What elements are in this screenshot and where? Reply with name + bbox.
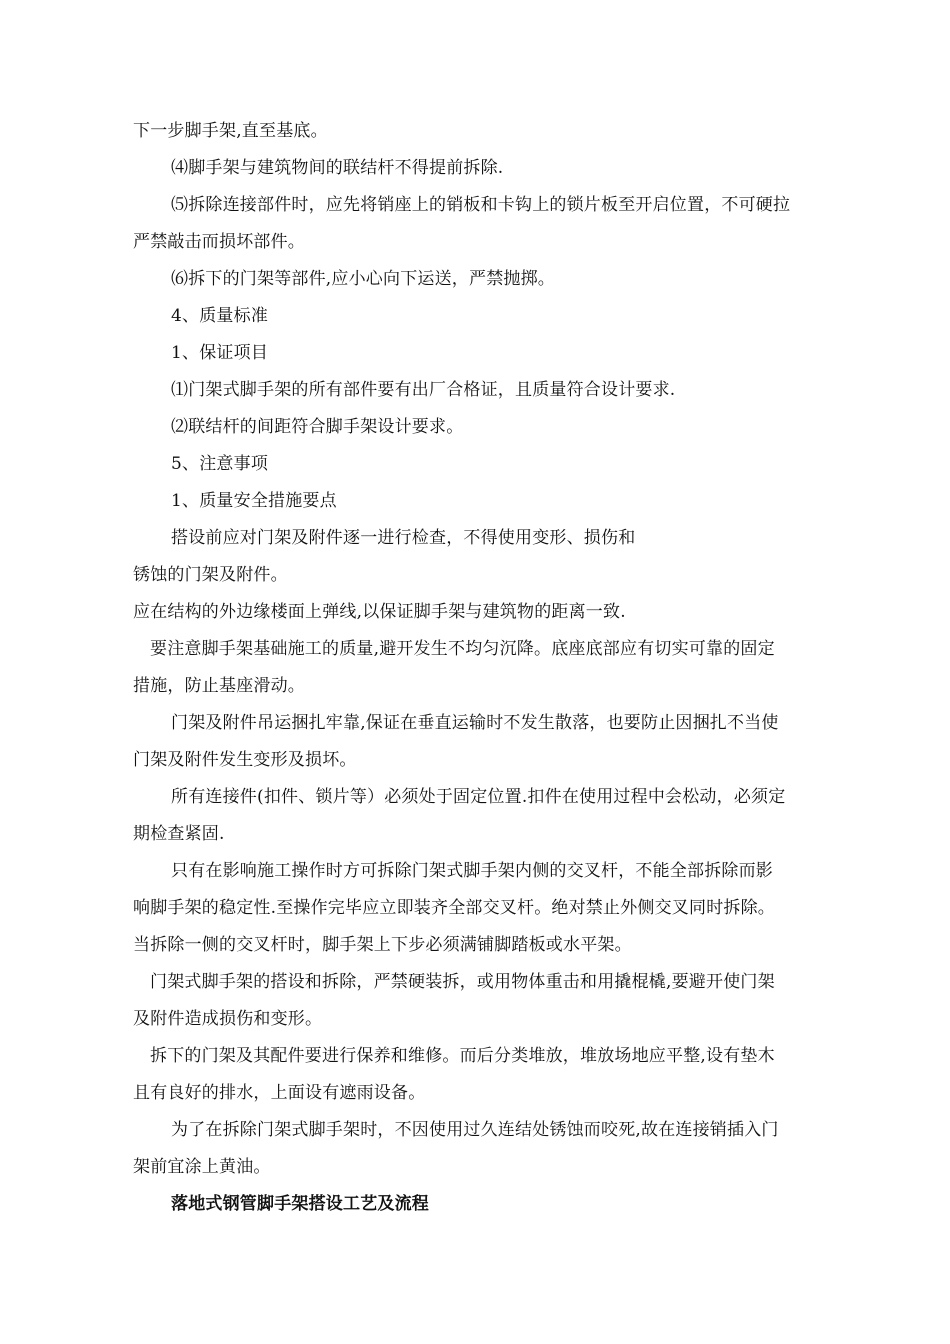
text-line: 响脚手架的稳定性.至操作完毕应立即装齐全部交叉杆。绝对禁止外侧交叉同时拆除。 (133, 898, 776, 918)
text-line: 为了在拆除门架式脚手架时，不因使用过久连结处锈蚀而咬死,故在连接销插入门 (171, 1120, 779, 1140)
text-line: 4、质量标准 (171, 306, 269, 326)
text-line: ⑴门架式脚手架的所有部件要有出厂合格证，且质量符合设计要求. (171, 380, 676, 400)
section-heading: 落地式钢管脚手架搭设工艺及流程 (171, 1194, 429, 1214)
text-line: 锈蚀的门架及附件。 (133, 565, 288, 585)
text-line: 应在结构的外边缘楼面上弹线,以保证脚手架与建筑物的距离一致. (133, 602, 626, 622)
text-line: 1、质量安全措施要点 (171, 491, 337, 511)
text-line: 5、注意事项 (171, 454, 269, 474)
text-line: 门架及附件吊运捆扎牢靠,保证在垂直运输时不发生散落，也要防止因捆扎不当使 (171, 713, 779, 733)
text-line: 所有连接件(扣件、锁片等）必须处于固定位置.扣件在使用过程中会松动，必须定 (171, 787, 786, 807)
text-line: ⑷脚手架与建筑物间的联结杆不得提前拆除. (171, 158, 504, 178)
text-line: 门架式脚手架的搭设和拆除，严禁硬装拆，或用物体重击和用撬棍橇,要避开使门架 (150, 972, 775, 992)
text-line: ⑸拆除连接部件时，应先将销座上的销板和卡钩上的锁片板至开启位置，不可硬拉 (171, 195, 791, 215)
text-line: 只有在影响施工操作时方可拆除门架式脚手架内侧的交叉杆，不能全部拆除而影 (171, 861, 773, 881)
text-line: 拆下的门架及其配件要进行保养和维修。而后分类堆放，堆放场地应平整,设有垫木 (150, 1046, 775, 1066)
text-line: 及附件造成损伤和变形。 (133, 1009, 323, 1029)
text-line: ⑵联结杆的间距符合脚手架设计要求。 (171, 417, 464, 437)
text-line: 要注意脚手架基础施工的质量,避开发生不均匀沉降。底座底部应有切实可靠的固定 (150, 639, 775, 659)
text-line: 1、保证项目 (171, 343, 269, 363)
text-line: 严禁敲击而损坏部件。 (133, 232, 305, 252)
text-line: 期检查紧固. (133, 824, 225, 844)
text-line: 当拆除一侧的交叉杆时，脚手架上下步必须满铺脚踏板或水平架。 (133, 935, 632, 955)
text-line: 门架及附件发生变形及损坏。 (133, 750, 357, 770)
text-line: 搭设前应对门架及附件逐一进行检查，不得使用变形、损伤和 (171, 528, 636, 548)
text-line: 下一步脚手架,直至基底。 (133, 121, 328, 141)
text-line: ⑹拆下的门架等部件,应小心向下运送，严禁抛掷。 (171, 269, 556, 289)
text-line: 架前宜涂上黄油。 (133, 1157, 271, 1177)
text-line: 且有良好的排水，上面设有遮雨设备。 (133, 1083, 426, 1103)
text-line: 措施，防止基座滑动。 (133, 676, 305, 696)
